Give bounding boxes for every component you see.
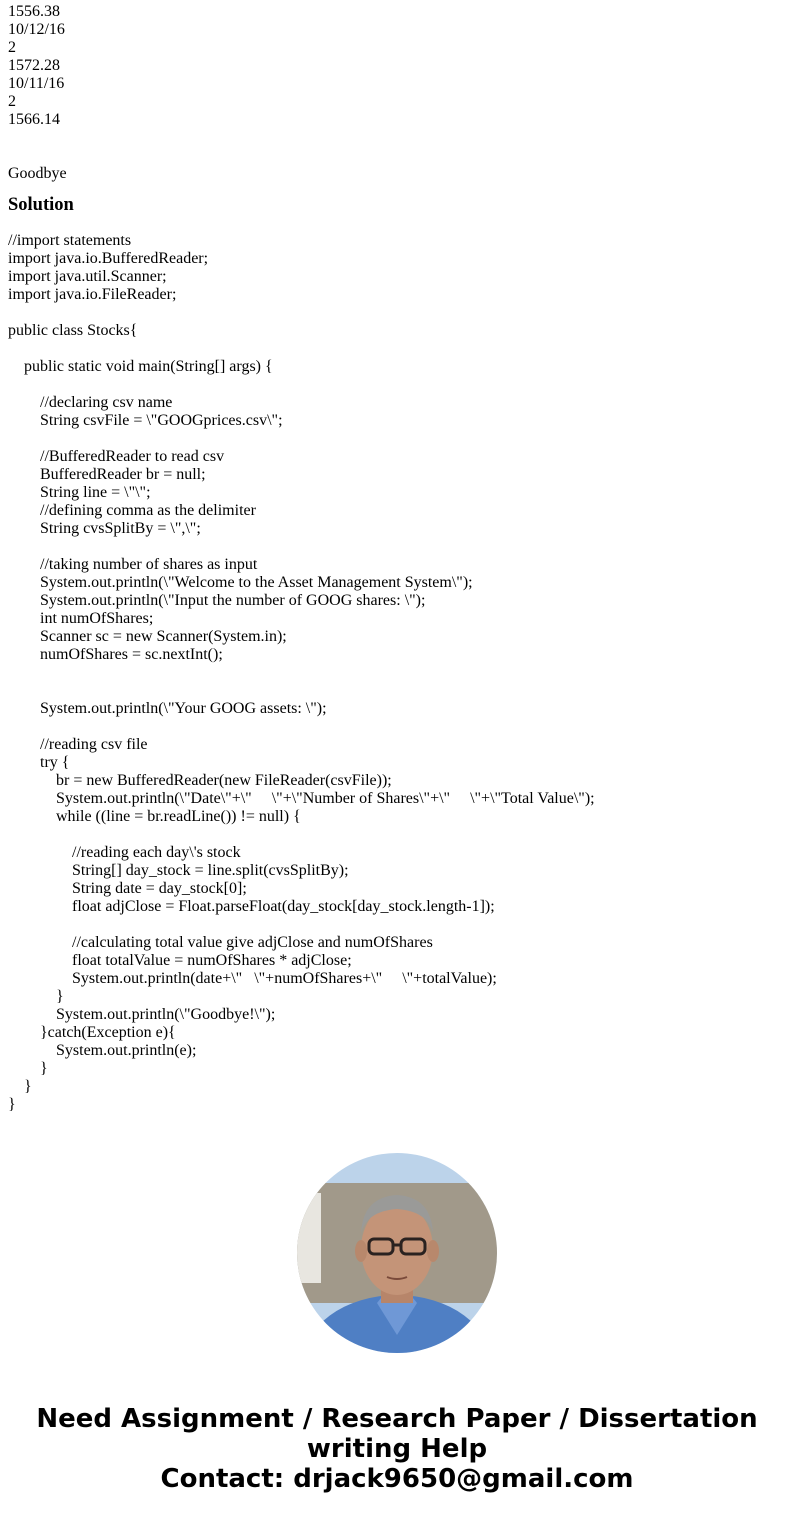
code-blank-line	[8, 340, 788, 358]
document-body	[8, 3, 788, 1114]
code-line: Scanner sc = new Scanner(System.in);	[40, 628, 287, 645]
code-line: public class Stocks{	[8, 322, 138, 339]
output-line: 1566.14	[8, 111, 60, 128]
code-line: //reading each day\'s stock	[72, 844, 241, 861]
goodbye-text: Goodbye	[8, 165, 67, 182]
code-line: int numOfShares;	[40, 610, 154, 627]
code-line: //BufferedReader to read csv	[40, 448, 225, 465]
code-line: System.out.println(e);	[56, 1042, 197, 1059]
code-line: String cvsSplitBy = \",\";	[40, 520, 201, 537]
code-blank-line	[8, 916, 788, 934]
portrait-image	[297, 1153, 497, 1353]
program-output	[8, 3, 788, 183]
code-line: float totalValue = numOfShares * adjClose;	[72, 952, 352, 969]
output-line: 10/11/16	[8, 75, 65, 92]
spacer	[8, 129, 788, 165]
code-line: String[] day_stock = line.split(cvsSplitBy);	[72, 862, 349, 879]
code-line: public static void main(String[] args) {	[24, 358, 273, 375]
promo-banner	[0, 1404, 794, 1494]
code-blank-line	[8, 826, 788, 844]
code-line: }	[24, 1078, 32, 1095]
code-line: String csvFile = \"GOOGprices.csv\";	[40, 412, 283, 429]
code-blank-line	[8, 430, 788, 448]
output-line: 2	[8, 93, 16, 110]
code-line: System.out.println(\"Your GOOG assets: \");	[40, 700, 327, 717]
code-line: //taking number of shares as input	[40, 556, 258, 573]
code-block	[8, 232, 788, 1114]
code-line: //reading csv file	[40, 736, 148, 753]
code-line: System.out.println(date+\" \"+numOfShares+\" \"+totalValue);	[72, 970, 497, 987]
code-line: System.out.println(\"Goodbye!\");	[56, 1006, 276, 1023]
code-line: String date = day_stock[0];	[72, 880, 247, 897]
code-line: }	[56, 988, 64, 1005]
code-line: //defining comma as the delimiter	[40, 502, 256, 519]
promo-contact: Contact: drjack9650@gmail.com	[160, 1464, 634, 1494]
code-line: while ((line = br.readLine()) != null) {	[56, 808, 301, 825]
code-line: //calculating total value give adjClose and numOfShares	[72, 934, 433, 951]
code-line: String line = \"\";	[40, 484, 151, 501]
output-line: 1572.28	[8, 57, 60, 74]
code-line: System.out.println(\"Welcome to the Asset Management System\");	[40, 574, 473, 591]
author-avatar	[297, 1153, 497, 1353]
code-blank-line	[8, 682, 788, 700]
code-line: float adjClose = Float.parseFloat(day_stock[day_stock.length-1]);	[72, 898, 495, 915]
solution-heading: Solution	[8, 195, 74, 215]
code-line: }catch(Exception e){	[40, 1024, 176, 1041]
code-blank-line	[8, 376, 788, 394]
code-line: br = new BufferedReader(new FileReader(csvFile));	[56, 772, 392, 789]
code-line: BufferedReader br = null;	[40, 466, 206, 483]
output-line: 1556.38	[8, 3, 60, 20]
promo-line: Need Assignment / Research Paper / Dissertation	[36, 1404, 758, 1434]
code-blank-line	[8, 718, 788, 736]
code-line: }	[40, 1060, 48, 1077]
code-blank-line	[8, 664, 788, 682]
code-line: System.out.println(\"Input the number of GOOG shares: \");	[40, 592, 426, 609]
code-line: import java.io.FileReader;	[8, 286, 177, 303]
code-line: try {	[40, 754, 70, 771]
output-line: 2	[8, 39, 16, 56]
code-line: import java.io.BufferedReader;	[8, 250, 209, 267]
code-line: System.out.println(\"Date\"+\" \"+\"Number of Shares\"+\" \"+\"Total Value\");	[56, 790, 595, 807]
code-line: numOfShares = sc.nextInt();	[40, 646, 223, 663]
code-line: }	[8, 1096, 16, 1113]
promo-line: writing Help	[306, 1434, 488, 1464]
code-line: //declaring csv name	[40, 394, 173, 411]
code-blank-line	[8, 538, 788, 556]
code-line: //import statements	[8, 232, 132, 249]
code-blank-line	[8, 304, 788, 322]
code-line: import java.util.Scanner;	[8, 268, 167, 285]
output-line: 10/12/16	[8, 21, 65, 38]
